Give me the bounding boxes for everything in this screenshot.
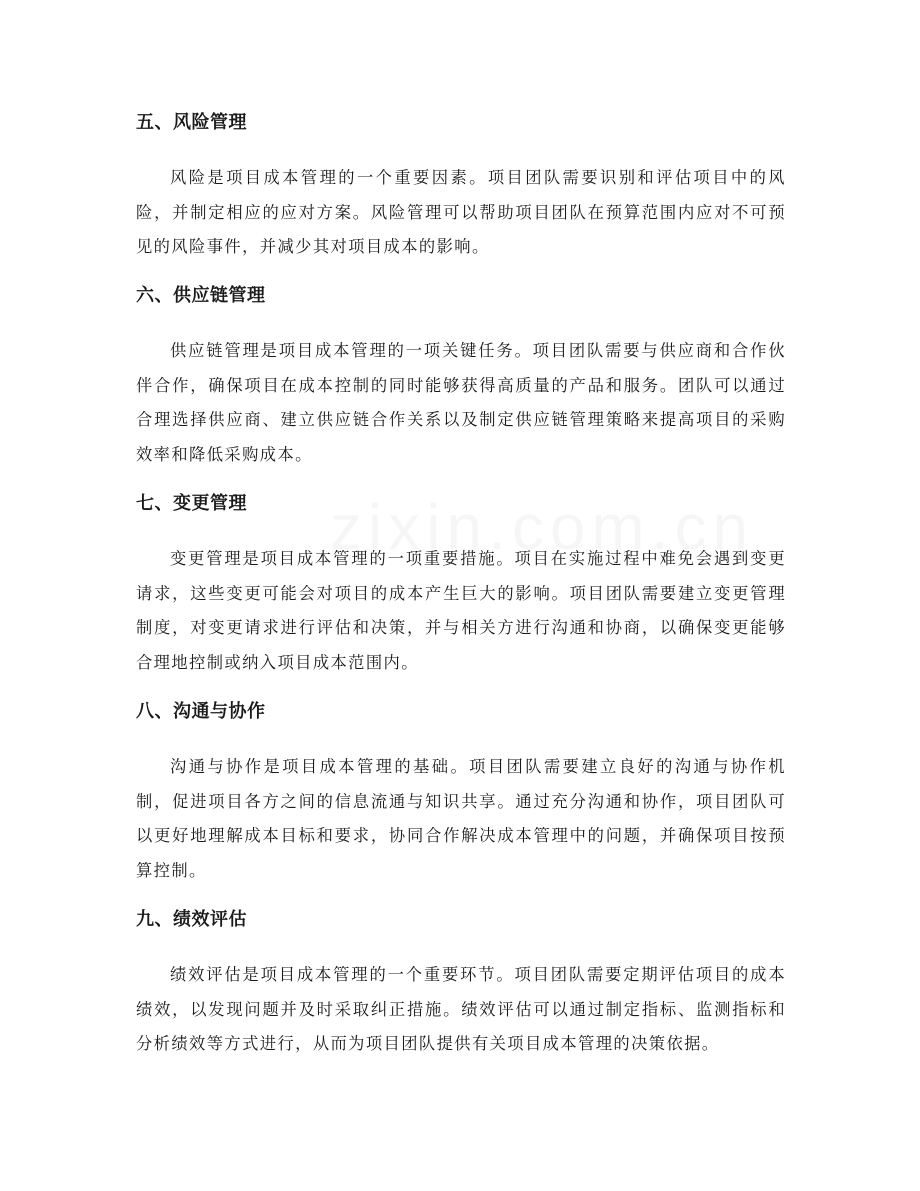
- section-heading: 六、供应链管理: [136, 285, 266, 306]
- section-paragraph: 沟通与协作是项目成本管理的基础。项目团队需要建立良好的沟通与协作机制，促进项目各方之间的信息流通与知识共享。通过充分沟通和协作，项目团队可以更好地理解成本目标和要求，协同合作解决成本管理中的问题，并确保项目按预算控制。: [136, 757, 786, 880]
- section-heading: 七、变更管理: [136, 493, 247, 514]
- section-risk-management: [136, 111, 786, 265]
- section-communication-collaboration: [136, 700, 786, 888]
- section-paragraph: 供应链管理是项目成本管理的一项关键任务。项目团队需要与供应商和合作伙伴合作，确保项目在成本控制的同时能够获得高质量的产品和服务。团队可以通过合理选择供应商、建立供应链合作关系以及制定供应链管理策略来提高项目的采购效率和降低采购成本。: [136, 341, 786, 464]
- section-paragraph: 风险是项目成本管理的一个重要因素。项目团队需要识别和评估项目中的风险，并制定相应的应对方案。风险管理可以帮助项目团队在预算范围内应对不可预见的风险事件，并减少其对项目成本的影响。: [136, 168, 786, 256]
- section-heading: 九、绩效评估: [136, 909, 247, 930]
- section-paragraph: 变更管理是项目成本管理的一项重要措施。项目在实施过程中难免会遇到变更请求，这些变更可能会对项目的成本产生巨大的影响。项目团队需要建立变更管理制度，对变更请求进行评估和决策，并与相关方进行沟通和协商，以确保变更能够合理地控制或纳入项目成本范围内。: [136, 549, 786, 672]
- section-supply-chain-management: [136, 284, 786, 472]
- section-performance-evaluation: [136, 908, 786, 1062]
- section-heading: 五、风险管理: [136, 112, 247, 133]
- section-change-management: [136, 492, 786, 680]
- section-paragraph: 绩效评估是项目成本管理的一个重要环节。项目团队需要定期评估项目的成本绩效，以发现问题并及时采取纠正措施。绩效评估可以通过制定指标、监测指标和分析绩效等方式进行，从而为项目团队提供有关项目成本管理的决策依据。: [136, 965, 786, 1053]
- section-heading: 八、沟通与协作: [136, 701, 266, 722]
